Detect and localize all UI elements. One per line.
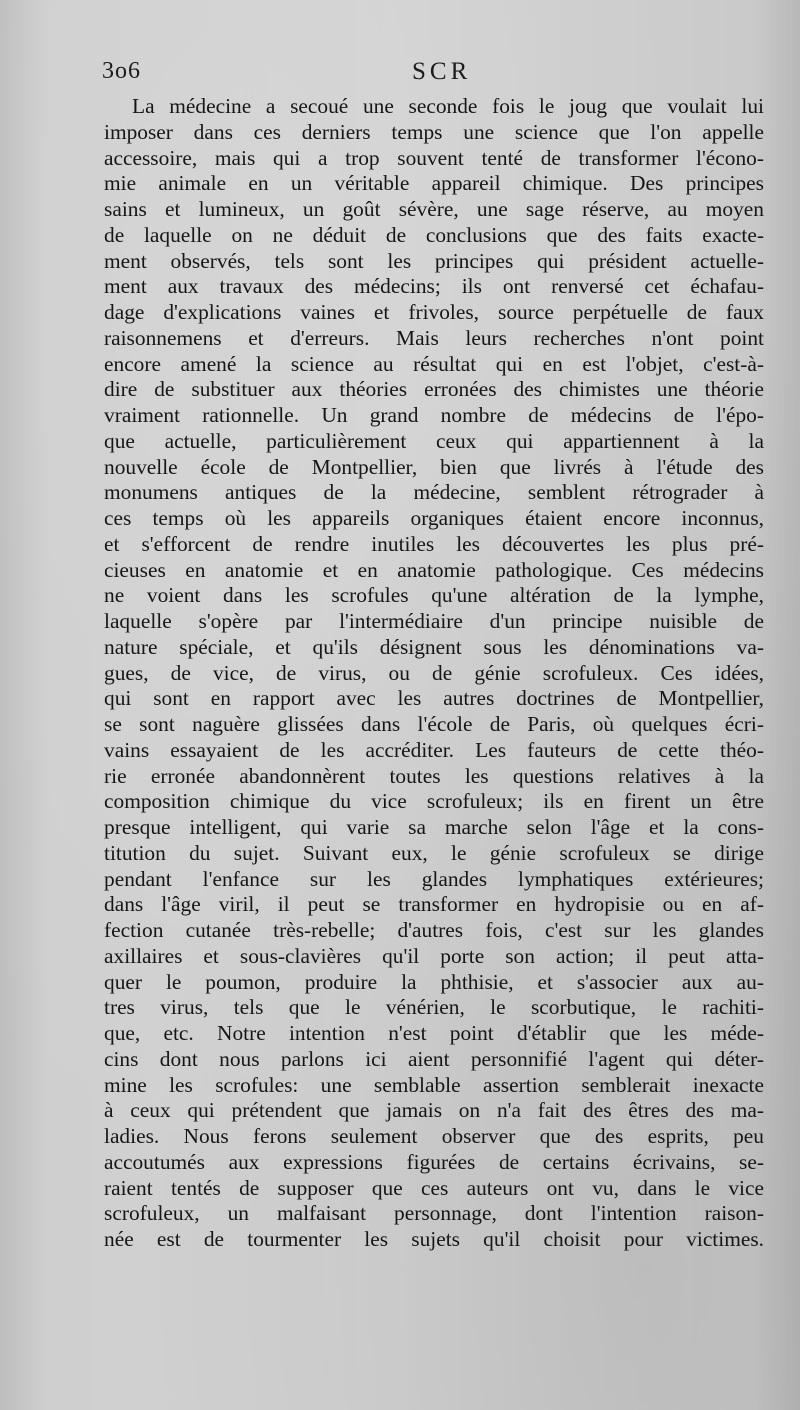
text-line: composition chimique du vice scrofuleux; ils en firent un être bbox=[104, 789, 764, 814]
text-line: raisonnemens et d'erreurs. Mais leurs recherches n'ont point bbox=[104, 325, 764, 350]
page-number: 3o6 bbox=[102, 58, 141, 84]
text-line: fection cutanée très-rebelle; d'autres fois, c'est sur les glandes bbox=[104, 918, 764, 942]
text-line: mie animale en un véritable appareil chimique. Des principes bbox=[104, 171, 764, 196]
text-line: de laquelle on ne déduit de conclusions que des faits exacte- bbox=[104, 222, 764, 247]
text-line: que, etc. Notre intention n'est point d'établir que les méde- bbox=[104, 1021, 764, 1045]
text-line: axillaires et sous-clavières qu'il porte son action; il peut atta- bbox=[104, 943, 764, 968]
text-line: ne voient dans les scrofules qu'une altération de la lymphe, bbox=[104, 583, 764, 608]
text-line: rie erronée abandonnèrent toutes les questions relatives à la bbox=[104, 763, 764, 788]
text-line: laquelle s'opère par l'intermédiaire d'un principe nuisible de bbox=[104, 609, 764, 633]
body-text bbox=[104, 94, 764, 1253]
text-line: sains et lumineux, un goût sévère, une sage réserve, au moyen bbox=[104, 197, 764, 221]
text-line: La médecine a secoué une seconde fois le joug que voulait lui bbox=[132, 94, 764, 118]
page-header bbox=[102, 58, 762, 92]
text-line: ment observés, tels sont les principes qui président actuelle- bbox=[104, 248, 764, 273]
text-line: pendant l'enfance sur les glandes lymphatiques extérieures; bbox=[104, 866, 764, 891]
text-line: imposer dans ces derniers temps une science que l'on appelle bbox=[104, 119, 764, 144]
text-line: vains essayaient de les accréditer. Les fauteurs de cette théo- bbox=[104, 737, 764, 762]
text-line: née est de tourmenter les sujets qu'il choisit pour victimes. bbox=[104, 1227, 764, 1251]
text-line: quer le poumon, produire la phthisie, et s'associer aux au- bbox=[104, 969, 764, 994]
text-line: ladies. Nous ferons seulement observer que des esprits, peu bbox=[104, 1124, 764, 1148]
text-line: vraiment rationnelle. Un grand nombre de médecins de l'épo- bbox=[104, 403, 764, 427]
text-line: monumens antiques de la médecine, semblent rétrograder à bbox=[104, 480, 764, 505]
text-line: dage d'explications vaines et frivoles, source perpétuelle de faux bbox=[104, 300, 764, 324]
text-line: presque intelligent, qui varie sa marche selon l'âge et la cons- bbox=[104, 815, 764, 839]
text-line: mine les scrofules: une semblable assertion semblerait inexacte bbox=[104, 1072, 764, 1097]
text-line: nouvelle école de Montpellier, bien que livrés à l'étude des bbox=[104, 454, 764, 479]
text-line: gues, de vice, de virus, ou de génie scrofuleux. Ces idées, bbox=[104, 660, 764, 685]
text-line: titution du sujet. Suivant eux, le génie scrofuleux se dirige bbox=[104, 840, 764, 865]
text-line: cins dont nous parlons ici aient personnifié l'agent qui déter- bbox=[104, 1046, 764, 1071]
text-line: scrofuleux, un malfaisant personnage, dont l'intention raison- bbox=[104, 1201, 764, 1226]
text-line: cieuses en anatomie et en anatomie pathologique. Ces médecins bbox=[104, 557, 764, 582]
text-line: tres virus, tels que le vénérien, le scorbutique, le rachiti- bbox=[104, 995, 764, 1020]
text-line: accessoire, mais qui a trop souvent tenté de transformer l'écono- bbox=[104, 145, 764, 170]
text-line: que actuelle, particulièrement ceux qui appartiennent à la bbox=[104, 428, 764, 453]
text-line: ment aux travaux des médecins; ils ont renversé cet échafau- bbox=[104, 274, 764, 299]
text-line: accoutumés aux expressions figurées de certains écrivains, se- bbox=[104, 1149, 764, 1174]
running-head: SCR bbox=[412, 58, 472, 85]
text-line: nature spéciale, et qu'ils désignent sous les dénominations va- bbox=[104, 634, 764, 659]
text-line: ces temps où les appareils organiques étaient encore inconnus, bbox=[104, 506, 764, 530]
text-line: qui sont en rapport avec les autres doctrines de Montpellier, bbox=[104, 686, 764, 711]
text-line: encore amené la science au résultat qui en est l'objet, c'est-à- bbox=[104, 351, 764, 376]
text-line: dans l'âge viril, il peut se transformer en hydropisie ou en af- bbox=[104, 892, 764, 917]
text-line: se sont naguère glissées dans l'école de Paris, où quelques écri- bbox=[104, 712, 764, 736]
text-line: dire de substituer aux théories erronées des chimistes une théorie bbox=[104, 377, 764, 402]
text-line: raient tentés de supposer que ces auteurs ont vu, dans le vice bbox=[104, 1175, 764, 1200]
text-line: à ceux qui prétendent que jamais on n'a fait des êtres des ma- bbox=[104, 1098, 764, 1123]
text-line: et s'efforcent de rendre inutiles les découvertes les plus pré- bbox=[104, 531, 764, 556]
